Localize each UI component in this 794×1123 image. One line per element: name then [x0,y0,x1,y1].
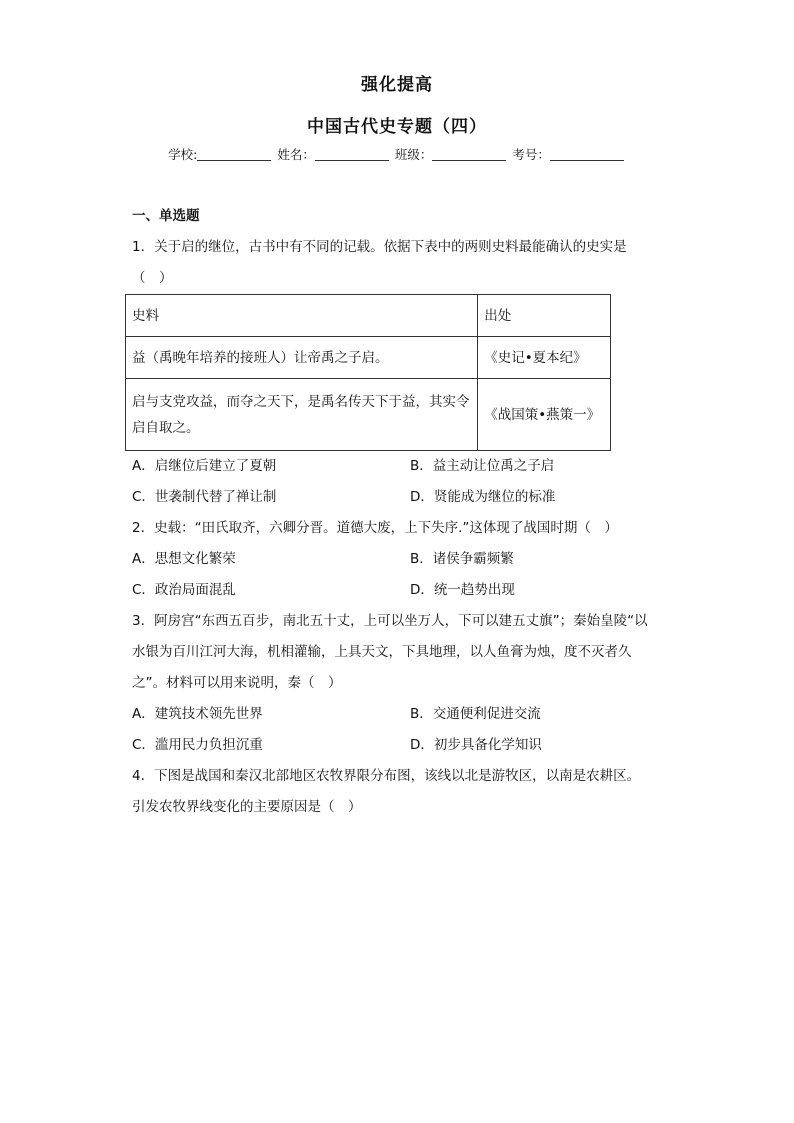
question-2-options-row-2 [132,575,672,606]
option-a[interactable]: A．启继位后建立了夏朝 [132,458,277,474]
question-2 [132,513,672,606]
question-1-options-row-1 [132,451,672,482]
table-header-source: 史料 [126,295,478,337]
question-1-stem-line-2: （ ） [132,270,173,286]
option-a[interactable]: A．思想文化繁荣 [132,551,236,567]
option-b[interactable]: B．交通便利促进交流 [410,706,541,722]
name-label: 姓名： [277,147,315,162]
option-c[interactable]: C．滥用民力负担沉重 [132,737,263,753]
question-1 [132,232,672,513]
question-3-options-row-2 [132,730,672,761]
question-3-options-row-1 [132,699,672,730]
name-blank[interactable] [315,147,389,161]
question-3-stem-line-2: 水银为百川江河大海，机相灌输，上具天文，下具地理，以人鱼膏为烛，度不灭者久 [132,644,632,660]
question-3 [132,606,672,761]
question-3-stem-line-3: 之”。材料可以用来说明，秦（ ） [132,675,342,691]
question-4-stem-line-1: 4．下图是战国和秦汉北部地区农牧界限分布图，该线以北是游牧区，以南是农耕区。 [132,768,641,784]
page-title: 强化提高 [361,75,433,95]
school-blank[interactable] [197,147,271,161]
question-4 [132,761,672,823]
school-label: 学校: [168,147,198,162]
question-3-stem-line-1: 3．阿房宫“东西五百步，南北五十丈，上可以坐万人，下可以建五丈旗”；秦始皇陵“以 [132,613,648,629]
table-cell-source-text: 益（禹晚年培养的接班人）让帝禹之子启。 [126,337,478,379]
source-table [125,294,611,451]
table-cell-source-text: 启与支党攻益，而夺之天下，是禹名传天下于益，其实令启自取之。 [126,379,478,451]
page-subtitle: 中国古代史专题（四） [307,117,487,137]
option-b[interactable]: B．益主动让位禹之子启 [410,458,555,474]
option-d[interactable]: D．贤能成为继位的标准 [410,489,556,505]
table-cell-origin: 《史记•夏本纪》 [478,337,611,379]
question-2-stem-line-1: 2．史载：“田氏取齐，六卿分晋。道德大废，上下失序.”这体现了战国时期（ ） [132,520,618,536]
question-4-stem-line-2: 引发农牧界线变化的主要原因是（ ） [132,799,362,815]
question-1-options-row-2 [132,482,672,513]
table-cell-origin: 《战国策•燕策一》 [478,379,611,451]
question-1-stem-line-1: 1．关于启的继位，古书中有不同的记载。依据下表中的两则史料最能确认的史实是 [132,239,627,255]
section-heading: 一、单选题 [132,208,200,224]
exam-number-label: 考号： [512,147,550,162]
table-row [126,379,611,451]
question-2-options-row-1 [132,544,672,575]
option-d[interactable]: D．初步具备化学知识 [410,737,542,753]
student-info-line [0,145,794,163]
option-a[interactable]: A．建筑技术领先世界 [132,706,263,722]
option-d[interactable]: D．统一趋势出现 [410,582,515,598]
option-b[interactable]: B．诸侯争霸频繁 [410,551,514,567]
option-c[interactable]: C．世袭制代替了禅让制 [132,489,277,505]
option-c[interactable]: C．政治局面混乱 [132,582,236,598]
table-row [126,337,611,379]
question-content [132,201,672,823]
class-blank[interactable] [432,147,506,161]
table-header-origin: 出处 [478,295,611,337]
exam-number-blank[interactable] [550,147,624,161]
class-label: 班级： [394,147,433,162]
